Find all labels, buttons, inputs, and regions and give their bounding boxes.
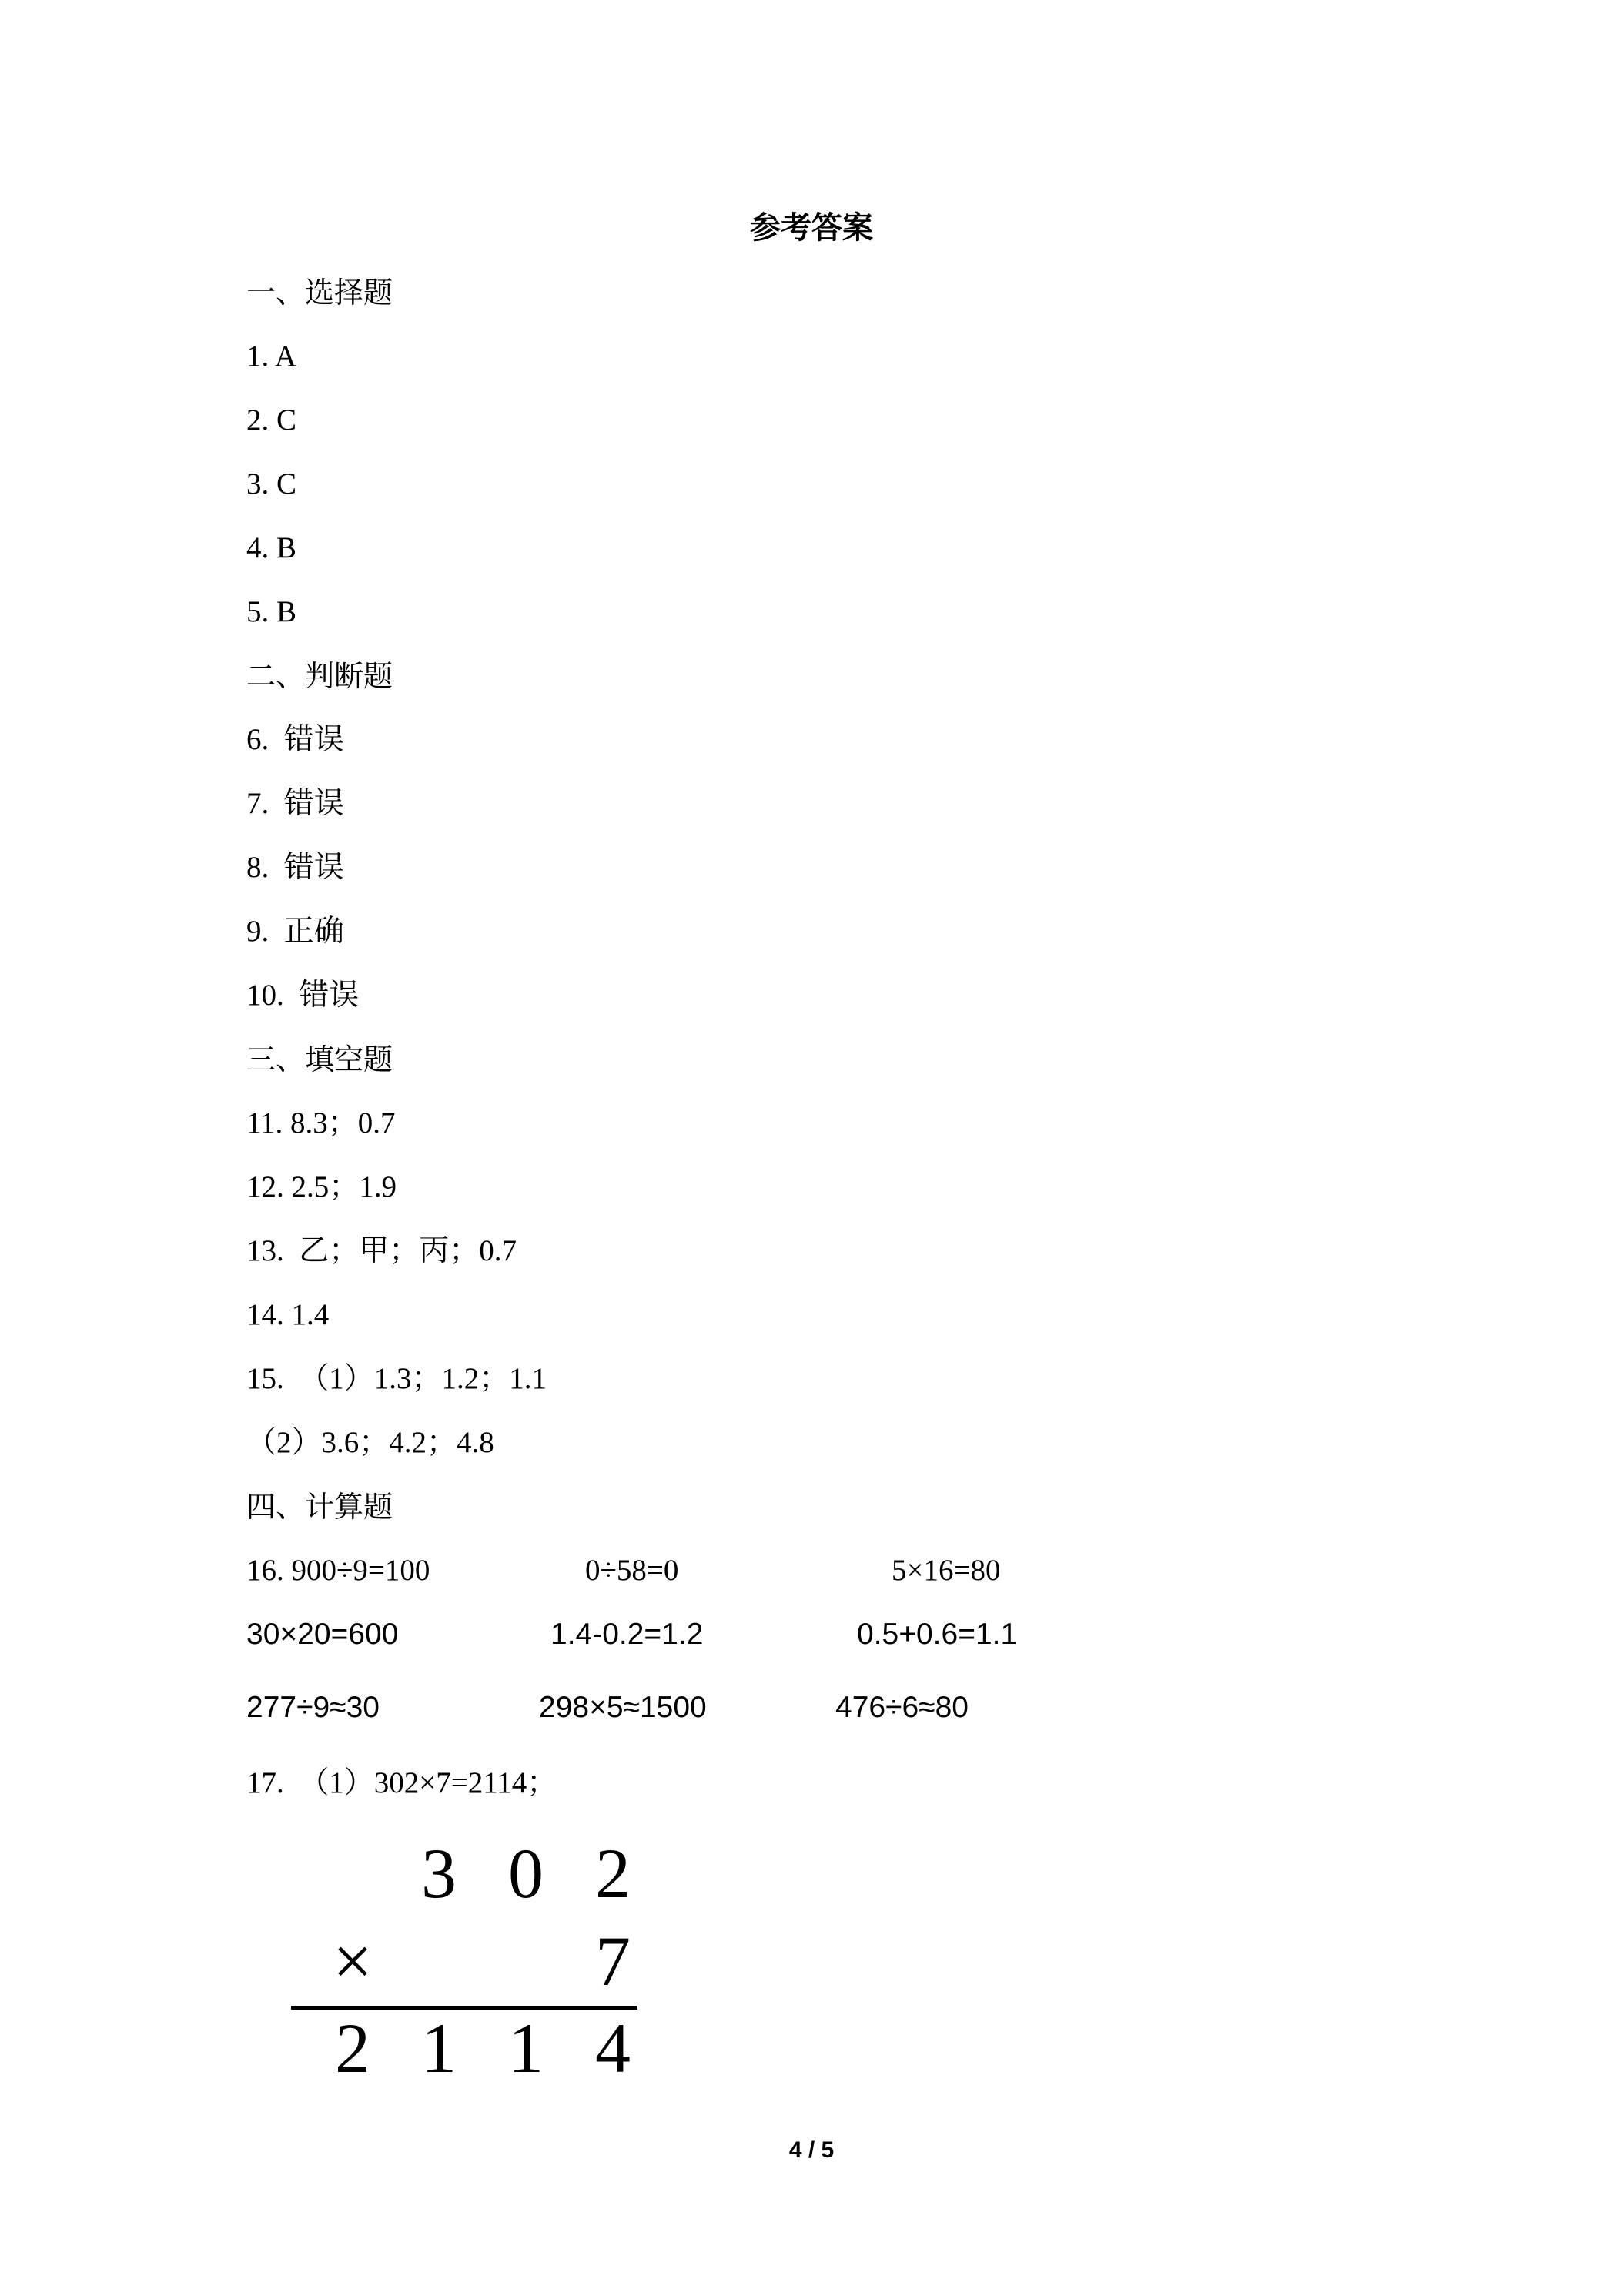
page-title: 参考答案	[750, 210, 873, 246]
answer-line-6: 6. 错误	[246, 723, 344, 756]
section-heading-fill-blank: 三、填空题	[246, 1043, 393, 1076]
answer-line-17: 17. （1）302×7=2114；	[246, 1766, 557, 1799]
answer-line-10: 10. 错误	[246, 979, 360, 1012]
answer-line-15-part1: 15. （1）1.3；1.2；1.1	[246, 1362, 547, 1395]
vm-top-digit: 3	[421, 1834, 457, 1913]
vm-top-digit: 0	[508, 1834, 544, 1913]
answer-line-11: 11. 8.3；0.7	[246, 1106, 396, 1140]
vm-result-digit: 2	[335, 2009, 370, 2087]
section-heading-choice: 一、选择题	[246, 276, 393, 310]
answer-line-9: 9. 正确	[246, 915, 344, 948]
vm-multiplier-digit: 7	[595, 1922, 631, 2000]
calc-16-row3-col3: 476÷6≈80	[835, 1691, 969, 1724]
calc-16-row1-col2: 0÷58=0	[585, 1554, 679, 1587]
vm-top-digit: 2	[595, 1834, 631, 1913]
calc-16-row2-col1: 30×20=600	[246, 1618, 399, 1651]
answer-line-1: 1. A	[246, 340, 297, 373]
page-number: 4 / 5	[788, 2137, 835, 2163]
section-heading-calculation: 四、计算题	[246, 1490, 393, 1524]
answer-line-8: 8. 错误	[246, 851, 344, 884]
calc-16-row3-col2: 298×5≈1500	[539, 1691, 707, 1724]
answer-line-5: 5. B	[246, 595, 297, 628]
answer-line-15-part2: （2）3.6；4.2；4.8	[246, 1426, 494, 1459]
vm-result-digit: 1	[508, 2009, 544, 2087]
answer-line-14: 14. 1.4	[246, 1298, 330, 1331]
answer-line-4: 4. B	[246, 531, 297, 564]
answer-line-3: 3. C	[246, 467, 297, 500]
calc-16-row3-col1: 277÷9≈30	[246, 1691, 380, 1724]
calc-16-row1-col3: 5×16=80	[892, 1554, 1001, 1587]
answer-line-7: 7. 错误	[246, 787, 344, 820]
vm-multiply-sign: ×	[333, 1922, 373, 2000]
answer-line-12: 12. 2.5；1.9	[246, 1170, 397, 1203]
calc-16-row2-col3: 0.5+0.6=1.1	[857, 1618, 1018, 1651]
calc-16-row2-col2: 1.4-0.2=1.2	[550, 1618, 704, 1651]
vm-result-digit: 1	[421, 2009, 457, 2087]
vm-result-digit: 4	[595, 2009, 631, 2087]
section-heading-judgement: 二、判断题	[246, 659, 393, 693]
calc-16-row1-col1: 16. 900÷9=100	[246, 1554, 430, 1587]
answer-line-13: 13. 乙；甲；丙；0.7	[246, 1234, 517, 1267]
answer-line-2: 2. C	[246, 403, 297, 437]
